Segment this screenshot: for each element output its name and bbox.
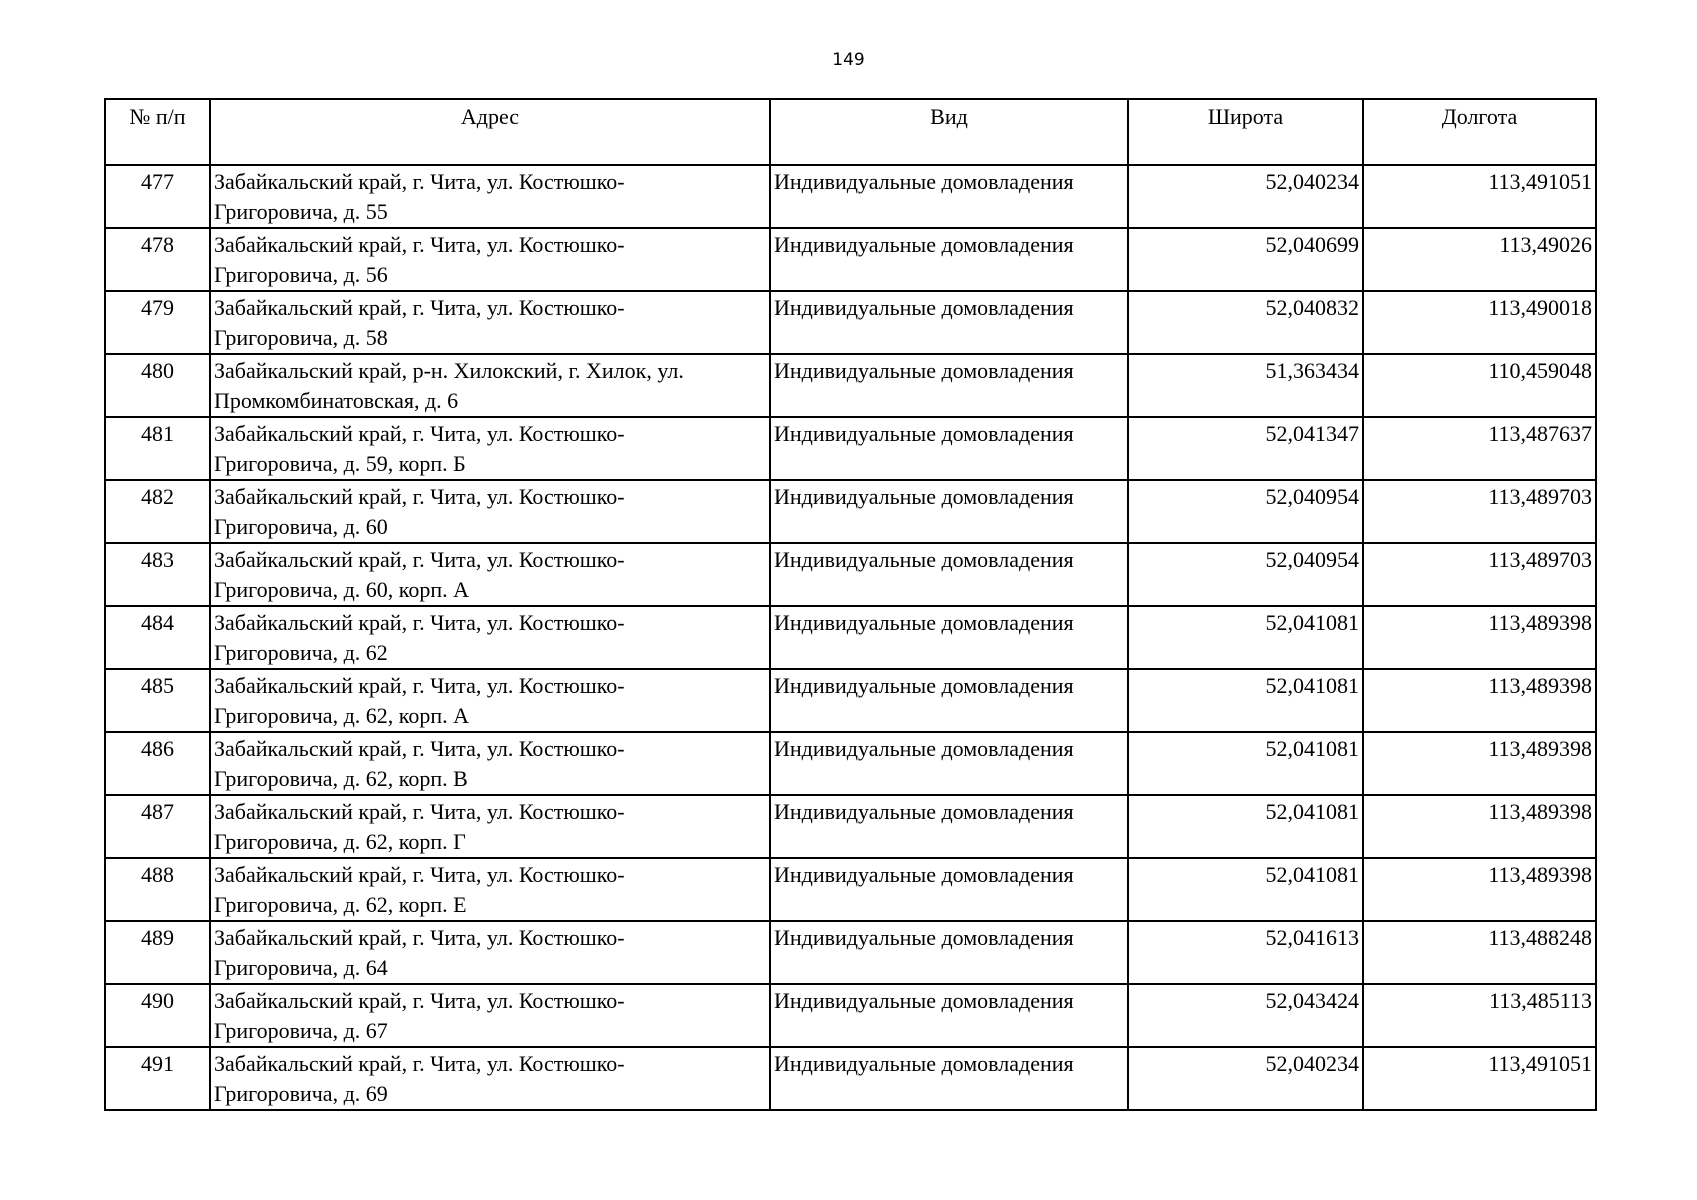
address-line-2: Григоровича, д. 62, корп. Е bbox=[214, 892, 467, 917]
header-lat: Широта bbox=[1128, 99, 1363, 165]
cell-num: 483 bbox=[105, 543, 210, 606]
cell-type: Индивидуальные домовладения bbox=[770, 165, 1128, 228]
cell-num: 479 bbox=[105, 291, 210, 354]
cell-lon: 113,489398 bbox=[1363, 606, 1596, 669]
cell-address bbox=[210, 984, 770, 1047]
table-row bbox=[105, 1047, 1596, 1110]
address-line-1: Забайкальский край, г. Чита, ул. Костюшко- bbox=[214, 1051, 625, 1076]
cell-address bbox=[210, 480, 770, 543]
address-line-1: Забайкальский край, г. Чита, ул. Костюшко- bbox=[214, 547, 625, 572]
cell-address bbox=[210, 354, 770, 417]
address-line-1: Забайкальский край, г. Чита, ул. Костюшко- bbox=[214, 484, 625, 509]
cell-lat: 52,041081 bbox=[1128, 732, 1363, 795]
cell-num: 482 bbox=[105, 480, 210, 543]
cell-type: Индивидуальные домовладения bbox=[770, 858, 1128, 921]
cell-lon: 113,49026 bbox=[1363, 228, 1596, 291]
cell-num: 477 bbox=[105, 165, 210, 228]
cell-num: 491 bbox=[105, 1047, 210, 1110]
table-row bbox=[105, 669, 1596, 732]
cell-lon: 113,491051 bbox=[1363, 1047, 1596, 1110]
cell-lat: 52,041081 bbox=[1128, 669, 1363, 732]
cell-address bbox=[210, 228, 770, 291]
cell-type: Индивидуальные домовладения bbox=[770, 795, 1128, 858]
table-row bbox=[105, 732, 1596, 795]
cell-num: 485 bbox=[105, 669, 210, 732]
cell-num: 481 bbox=[105, 417, 210, 480]
cell-type: Индивидуальные домовладения bbox=[770, 228, 1128, 291]
cell-lon: 113,489398 bbox=[1363, 858, 1596, 921]
cell-num: 484 bbox=[105, 606, 210, 669]
cell-type: Индивидуальные домовладения bbox=[770, 984, 1128, 1047]
address-line-1: Забайкальский край, г. Чита, ул. Костюшко- bbox=[214, 295, 625, 320]
table-row bbox=[105, 606, 1596, 669]
page-number: 149 bbox=[832, 50, 865, 70]
address-line-1: Забайкальский край, г. Чита, ул. Костюшко- bbox=[214, 169, 625, 194]
address-line-1: Забайкальский край, г. Чита, ул. Костюшко- bbox=[214, 232, 625, 257]
cell-lon: 110,459048 bbox=[1363, 354, 1596, 417]
table-body bbox=[105, 165, 1596, 1110]
cell-lat: 51,363434 bbox=[1128, 354, 1363, 417]
address-line-2: Григоровича, д. 58 bbox=[214, 325, 388, 350]
cell-address bbox=[210, 291, 770, 354]
cell-num: 490 bbox=[105, 984, 210, 1047]
table-row bbox=[105, 984, 1596, 1047]
cell-lat: 52,040234 bbox=[1128, 1047, 1363, 1110]
cell-address bbox=[210, 543, 770, 606]
cell-lat: 52,040954 bbox=[1128, 543, 1363, 606]
cell-lon: 113,487637 bbox=[1363, 417, 1596, 480]
cell-lon: 113,489398 bbox=[1363, 732, 1596, 795]
cell-type: Индивидуальные домовладения bbox=[770, 417, 1128, 480]
cell-address bbox=[210, 858, 770, 921]
table-row bbox=[105, 921, 1596, 984]
cell-lat: 52,040832 bbox=[1128, 291, 1363, 354]
cell-address bbox=[210, 606, 770, 669]
cell-lon: 113,485113 bbox=[1363, 984, 1596, 1047]
table-header-row bbox=[105, 99, 1596, 165]
cell-lon: 113,488248 bbox=[1363, 921, 1596, 984]
cell-lat: 52,041347 bbox=[1128, 417, 1363, 480]
address-line-1: Забайкальский край, г. Чита, ул. Костюшко- bbox=[214, 610, 625, 635]
cell-lat: 52,041081 bbox=[1128, 858, 1363, 921]
address-line-2: Григоровича, д. 69 bbox=[214, 1081, 388, 1106]
address-line-2: Григоровича, д. 60, корп. А bbox=[214, 577, 469, 602]
address-line-2: Григоровича, д. 62 bbox=[214, 640, 388, 665]
cell-lon: 113,489703 bbox=[1363, 543, 1596, 606]
cell-lon: 113,489703 bbox=[1363, 480, 1596, 543]
cell-address bbox=[210, 417, 770, 480]
table-row bbox=[105, 543, 1596, 606]
table-row bbox=[105, 417, 1596, 480]
address-line-2: Григоровича, д. 59, корп. Б bbox=[214, 451, 466, 476]
table-row bbox=[105, 354, 1596, 417]
table-row bbox=[105, 795, 1596, 858]
coordinates-table bbox=[104, 98, 1597, 1111]
cell-lat: 52,041613 bbox=[1128, 921, 1363, 984]
cell-lat: 52,043424 bbox=[1128, 984, 1363, 1047]
cell-lon: 113,490018 bbox=[1363, 291, 1596, 354]
cell-num: 489 bbox=[105, 921, 210, 984]
header-num: № п/п bbox=[105, 99, 210, 165]
cell-address bbox=[210, 732, 770, 795]
cell-address bbox=[210, 921, 770, 984]
cell-num: 480 bbox=[105, 354, 210, 417]
address-line-1: Забайкальский край, р-н. Хилокский, г. Хилок, ул. bbox=[214, 358, 684, 383]
cell-type: Индивидуальные домовладения bbox=[770, 669, 1128, 732]
cell-address bbox=[210, 669, 770, 732]
table-row bbox=[105, 858, 1596, 921]
address-line-1: Забайкальский край, г. Чита, ул. Костюшко- bbox=[214, 988, 625, 1013]
cell-lon: 113,489398 bbox=[1363, 795, 1596, 858]
cell-lon: 113,491051 bbox=[1363, 165, 1596, 228]
address-line-1: Забайкальский край, г. Чита, ул. Костюшко- bbox=[214, 736, 625, 761]
table-row bbox=[105, 165, 1596, 228]
address-line-2: Григоровича, д. 60 bbox=[214, 514, 388, 539]
table-row bbox=[105, 228, 1596, 291]
address-line-2: Григоровича, д. 67 bbox=[214, 1018, 388, 1043]
address-line-1: Забайкальский край, г. Чита, ул. Костюшко- bbox=[214, 925, 625, 950]
address-line-1: Забайкальский край, г. Чита, ул. Костюшко- bbox=[214, 673, 625, 698]
address-line-2: Григоровича, д. 64 bbox=[214, 955, 388, 980]
cell-type: Индивидуальные домовладения bbox=[770, 921, 1128, 984]
cell-address bbox=[210, 165, 770, 228]
cell-lat: 52,041081 bbox=[1128, 606, 1363, 669]
cell-type: Индивидуальные домовладения bbox=[770, 543, 1128, 606]
address-line-1: Забайкальский край, г. Чита, ул. Костюшко- bbox=[214, 421, 625, 446]
header-type: Вид bbox=[770, 99, 1128, 165]
header-lon: Долгота bbox=[1363, 99, 1596, 165]
cell-lat: 52,040954 bbox=[1128, 480, 1363, 543]
address-line-2: Григоровича, д. 55 bbox=[214, 199, 388, 224]
table-row bbox=[105, 291, 1596, 354]
cell-num: 487 bbox=[105, 795, 210, 858]
cell-type: Индивидуальные домовладения bbox=[770, 354, 1128, 417]
cell-num: 488 bbox=[105, 858, 210, 921]
cell-lat: 52,040234 bbox=[1128, 165, 1363, 228]
address-line-1: Забайкальский край, г. Чита, ул. Костюшко- bbox=[214, 799, 625, 824]
cell-lat: 52,041081 bbox=[1128, 795, 1363, 858]
header-address: Адрес bbox=[210, 99, 770, 165]
cell-num: 486 bbox=[105, 732, 210, 795]
address-line-2: Григоровича, д. 62, корп. А bbox=[214, 703, 469, 728]
cell-address bbox=[210, 1047, 770, 1110]
table-row bbox=[105, 480, 1596, 543]
cell-type: Индивидуальные домовладения bbox=[770, 606, 1128, 669]
cell-type: Индивидуальные домовладения bbox=[770, 1047, 1128, 1110]
address-line-2: Григоровича, д. 56 bbox=[214, 262, 388, 287]
cell-lat: 52,040699 bbox=[1128, 228, 1363, 291]
address-line-1: Забайкальский край, г. Чита, ул. Костюшко- bbox=[214, 862, 625, 887]
cell-address bbox=[210, 795, 770, 858]
address-line-2: Промкомбинатовская, д. 6 bbox=[214, 388, 459, 413]
address-line-2: Григоровича, д. 62, корп. Г bbox=[214, 829, 466, 854]
cell-type: Индивидуальные домовладения bbox=[770, 480, 1128, 543]
cell-type: Индивидуальные домовладения bbox=[770, 291, 1128, 354]
cell-num: 478 bbox=[105, 228, 210, 291]
address-line-2: Григоровича, д. 62, корп. В bbox=[214, 766, 468, 791]
cell-lon: 113,489398 bbox=[1363, 669, 1596, 732]
cell-type: Индивидуальные домовладения bbox=[770, 732, 1128, 795]
